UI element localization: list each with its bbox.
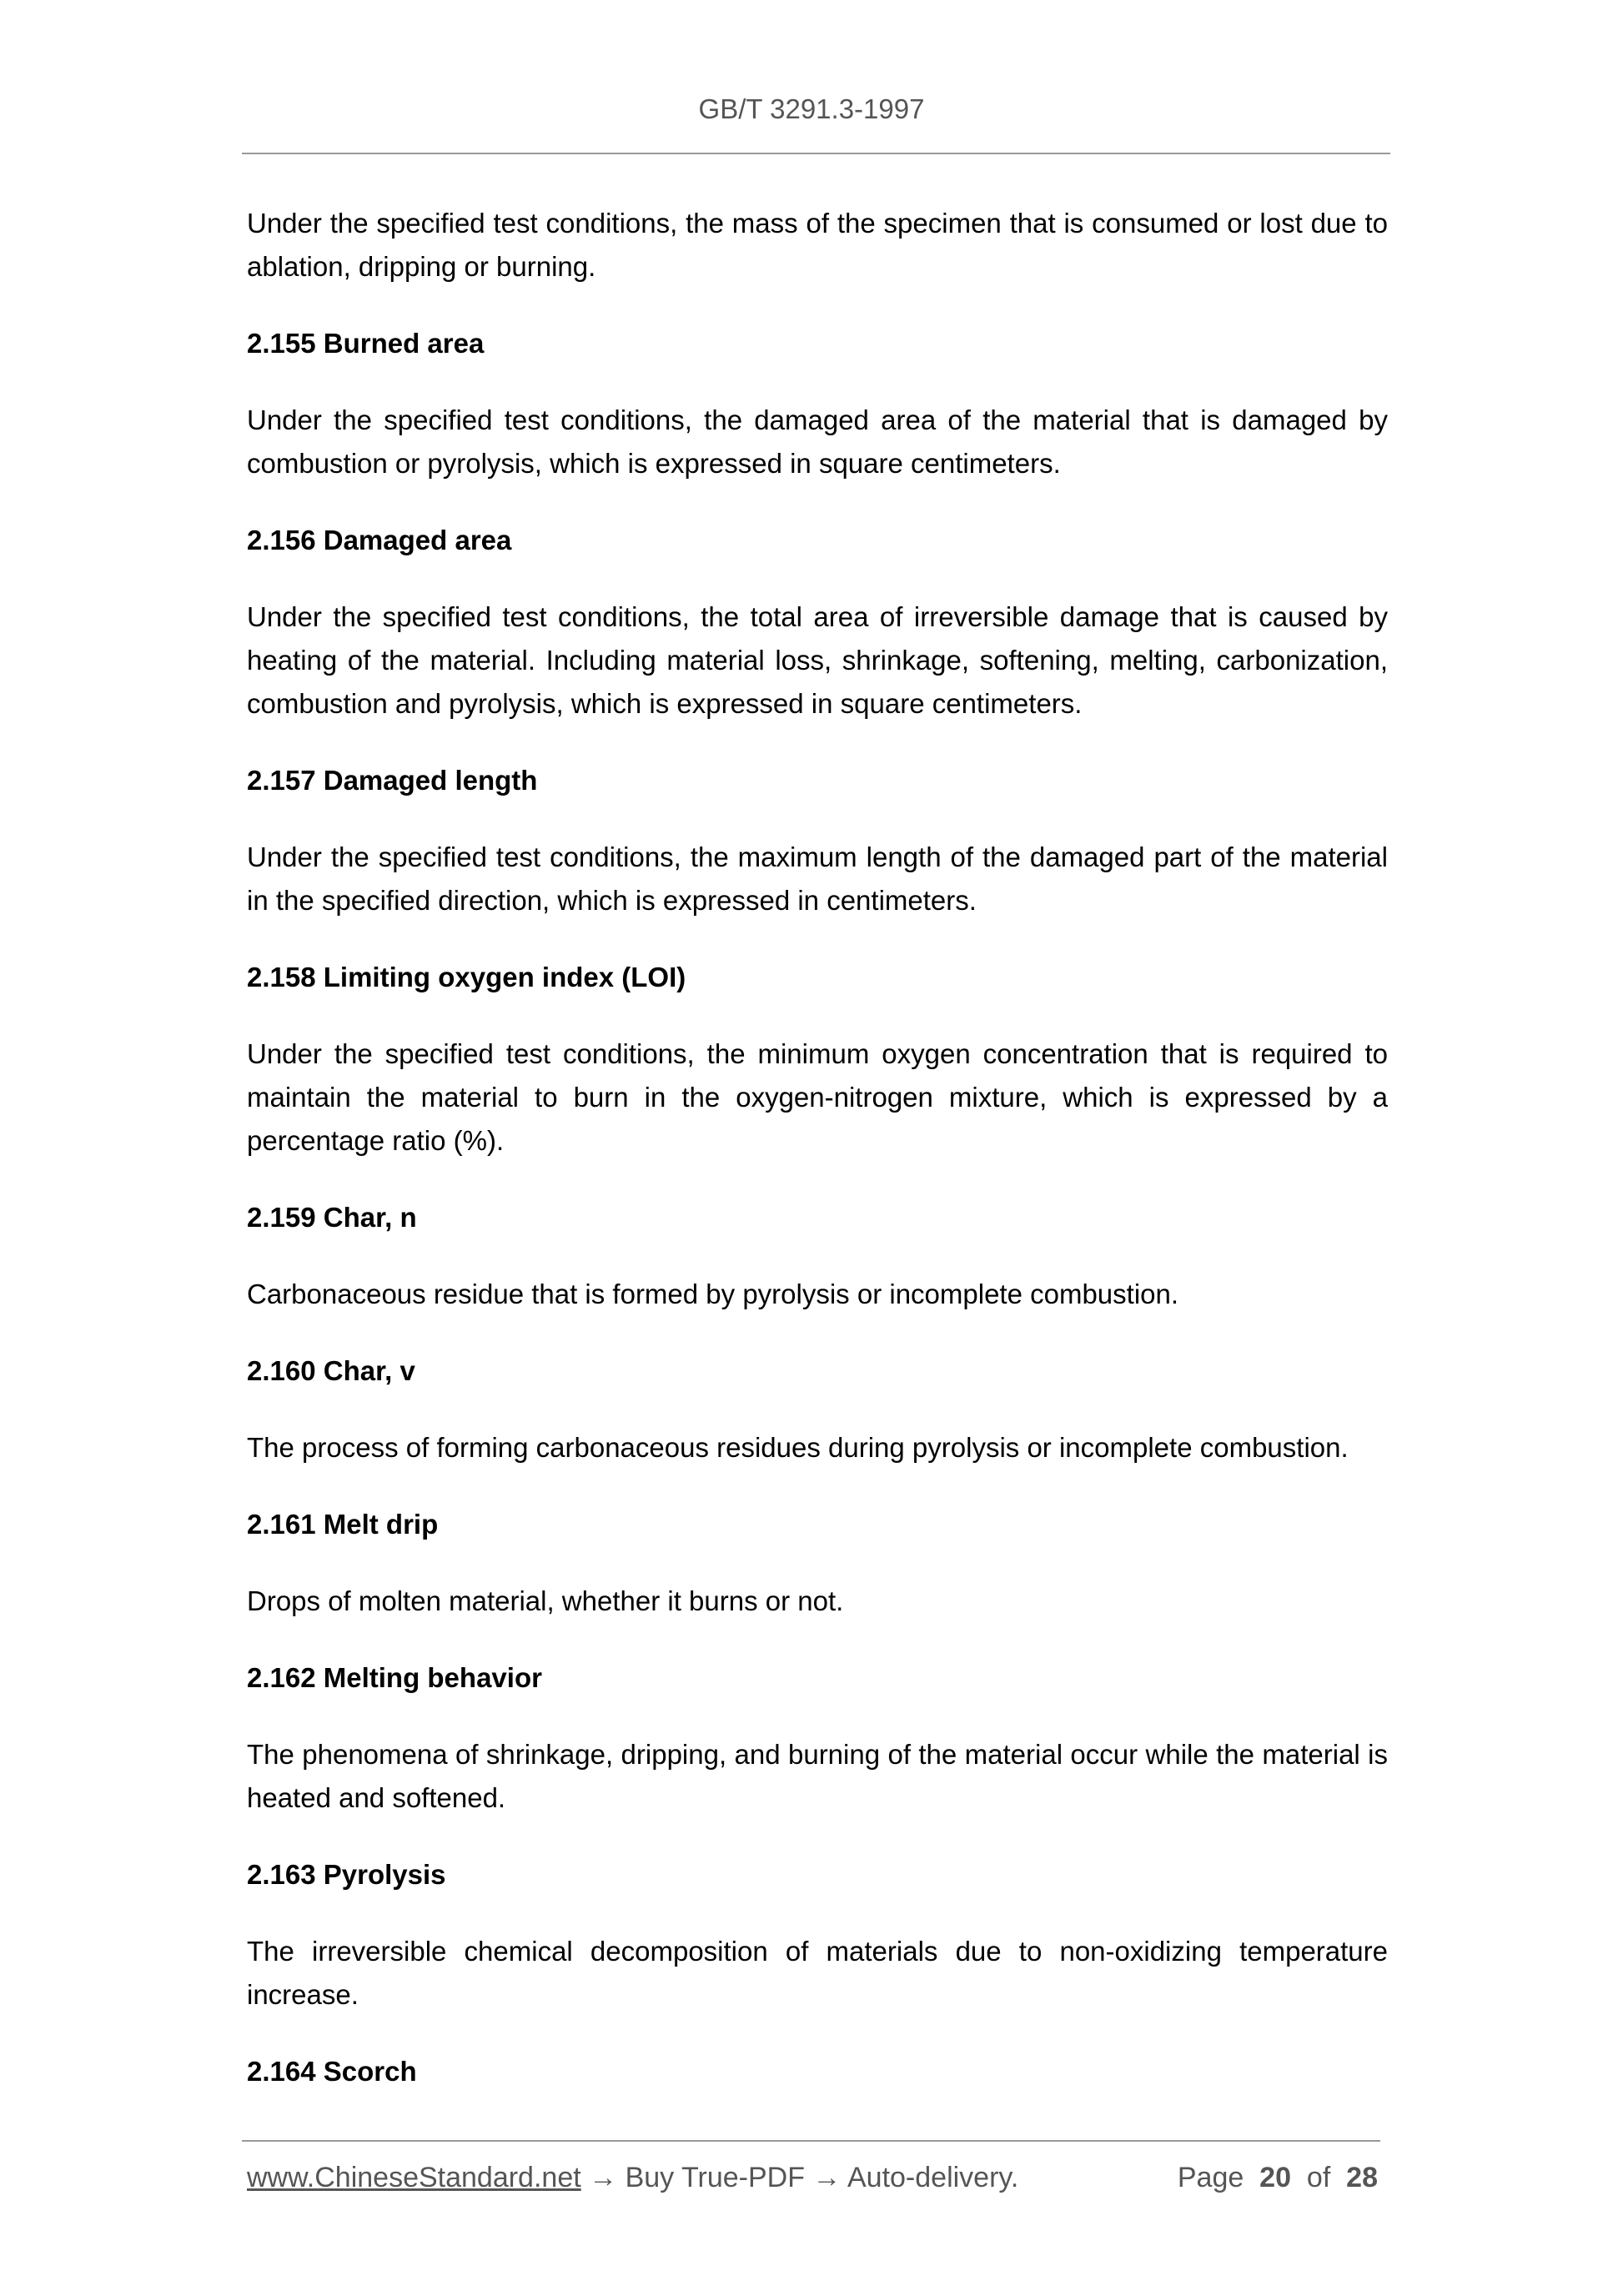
section-heading: 2.162 Melting behavior bbox=[247, 1662, 542, 1693]
definition-paragraph: Under the specified test conditions, the total area of irreversible damage that is caused by heating of the material. Including material loss, shrinkage, softening, melting, carbonization, combustion and pyrolysis, which is expressed in square centimeters. bbox=[247, 601, 1388, 719]
website-link[interactable]: www.ChineseStandard.net bbox=[247, 2162, 581, 2193]
section-heading: 2.161 Melt drip bbox=[247, 1509, 439, 1540]
definition-paragraph: The phenomena of shrinkage, dripping, and burning of the material occur while the material is heated and softened. bbox=[247, 1739, 1388, 1813]
section-heading: 2.160 Char, v bbox=[247, 1355, 415, 1386]
definition-paragraph: The irreversible chemical decomposition of materials due to non-oxidizing temperature increase. bbox=[247, 1936, 1388, 2010]
definition-paragraph: Under the specified test conditions, the minimum oxygen concentration that is required to maintain the material to burn in the oxygen-nitrogen mixture, which is expressed by a percentage ratio (%). bbox=[247, 1038, 1388, 1156]
definition-paragraph: Under the specified test conditions, the maximum length of the damaged part of the material in the specified direction, which is expressed in centimeters. bbox=[247, 842, 1388, 916]
section-heading: 2.164 Scorch bbox=[247, 2056, 417, 2087]
footer-promo bbox=[247, 2162, 1018, 2194]
section-heading: 2.156 Damaged area bbox=[247, 525, 512, 555]
definition-paragraph: Carbonaceous residue that is formed by pyrolysis or incomplete combustion. bbox=[247, 1279, 1179, 1309]
footer-divider bbox=[242, 2140, 1380, 2142]
definition-paragraph: Drops of molten material, whether it burns or not. bbox=[247, 1585, 844, 1616]
section-heading: 2.157 Damaged length bbox=[247, 765, 538, 796]
page-footer bbox=[247, 2162, 1378, 2194]
page-number: Page 20 of 28 bbox=[1177, 2162, 1378, 2193]
section-heading: 2.163 Pyrolysis bbox=[247, 1859, 446, 1890]
header-divider bbox=[242, 153, 1390, 154]
definition-paragraph: The process of forming carbonaceous residues during pyrolysis or incomplete combustion. bbox=[247, 1432, 1349, 1463]
document-header: GB/T 3291.3-1997 bbox=[698, 93, 925, 124]
footer-tagline: → Buy True-PDF → Auto-delivery. bbox=[580, 2162, 1019, 2193]
document-body bbox=[247, 202, 1388, 2127]
section-heading: 2.158 Limiting oxygen index (LOI) bbox=[247, 962, 686, 992]
section-heading: 2.159 Char, n bbox=[247, 1202, 417, 1233]
definition-paragraph: Under the specified test conditions, the mass of the specimen that is consumed or lost due to ablation, dripping or burning. bbox=[247, 208, 1388, 282]
section-heading: 2.155 Burned area bbox=[247, 328, 485, 359]
current-page: 20 bbox=[1259, 2162, 1291, 2193]
definition-paragraph: Under the specified test conditions, the damaged area of the material that is damaged by combustion or pyrolysis, which is expressed in square centimeters. bbox=[247, 404, 1388, 479]
total-pages: 28 bbox=[1346, 2162, 1378, 2193]
